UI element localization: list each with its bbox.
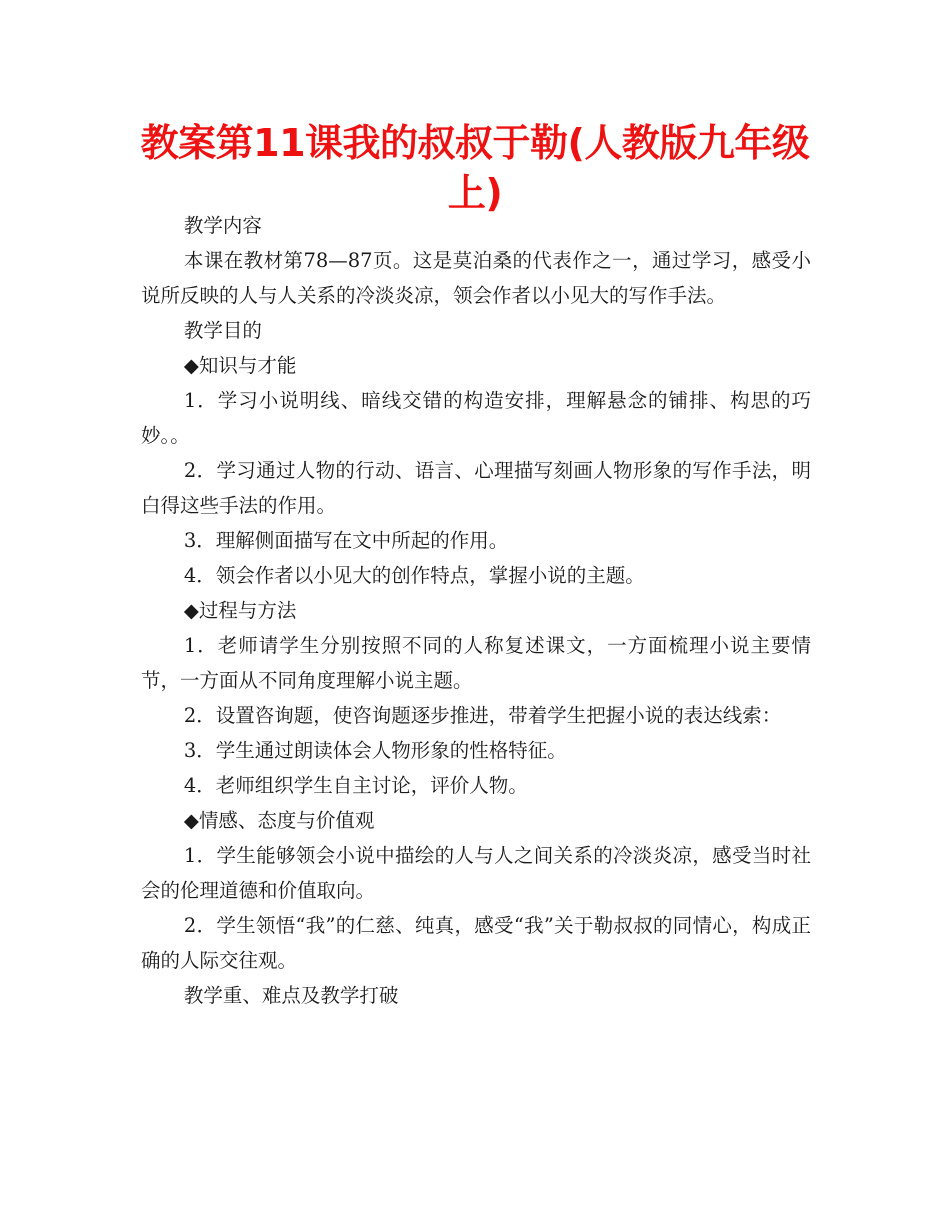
subheading-values: ◆情感、态度与价值观 xyxy=(183,809,375,832)
document-title: 教案第11课我的叔叔于勒(人教版九年级上) xyxy=(140,121,810,215)
list-item: 3．理解侧面描写在文中所起的作用。 xyxy=(183,529,509,552)
list-item: 3．学生通过朗读体会人物形象的性格特征。 xyxy=(183,739,567,762)
list-item: 4．老师组织学生自主讨论，评价人物。 xyxy=(183,774,528,797)
subheading-knowledge: ◆知识与才能 xyxy=(183,354,297,377)
section-heading-content: 教学内容 xyxy=(183,214,262,237)
section-heading-keypoints: 教学重、难点及教学打破 xyxy=(183,984,399,1007)
list-item: 1．学习小说明线、暗线交错的构造安排，理解悬念的铺排、构思的巧妙。。 xyxy=(141,389,811,447)
list-item: 2．学习通过人物的行动、语言、心理描写刻画人物形象的写作手法，明白得这些手法的作用。 xyxy=(141,459,811,517)
section-heading-goals: 教学目的 xyxy=(183,319,262,342)
list-item: 1．学生能够领会小说中描绘的人与人之间关系的冷淡炎凉，感受当时社会的伦理道德和价值取向。 xyxy=(141,844,811,902)
list-item: 4．领会作者以小见大的创作特点，掌握小说的主题。 xyxy=(183,564,645,587)
document-body xyxy=(141,208,811,1013)
list-item: 2．设置咨询题，使咨询题逐步推进，带着学生把握小说的表达线索： xyxy=(183,704,782,727)
list-item: 2．学生领悟“我”的仁慈、纯真，感受“我”关于勒叔叔的同情心，构成正确的人际交往观。 xyxy=(141,914,811,972)
list-item: 1．老师请学生分别按照不同的人称复述课文，一方面梳理小说主要情节，一方面从不同角度理解小说主题。 xyxy=(141,634,811,692)
paragraph-content-intro: 本课在教材第78—87页。这是莫泊桑的代表作之一，通过学习，感受小说所反映的人与人关系的冷淡炎凉，领会作者以小见大的写作手法。 xyxy=(141,249,811,307)
subheading-process: ◆过程与方法 xyxy=(183,599,297,622)
